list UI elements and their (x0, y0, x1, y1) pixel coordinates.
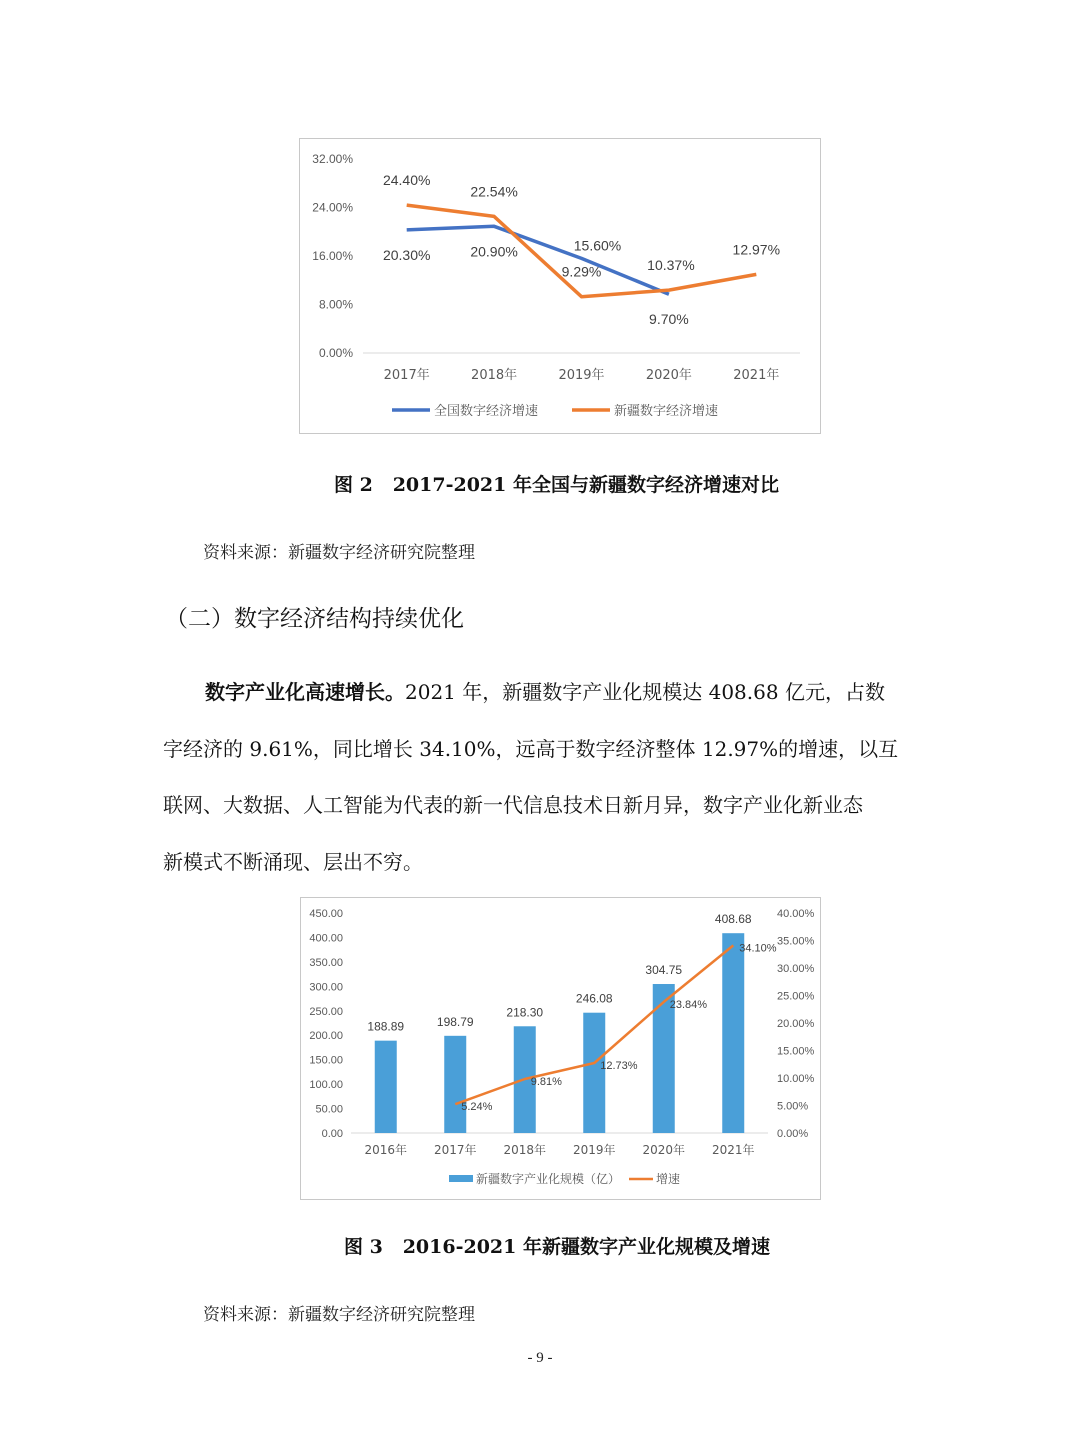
bar (444, 1036, 466, 1133)
y-left-tick-label: 250.00 (309, 1005, 343, 1018)
y-left-tick-label: 50.00 (315, 1103, 343, 1116)
y-left-tick-label: 400.00 (309, 932, 343, 945)
growth-label: 12.73% (600, 1059, 638, 1072)
paragraph-line-1-text: 2021 年，新疆数字产业化规模达 408.68 亿元，占数 (405, 680, 885, 704)
paragraph-line-4: 新模式不断涌现、层出不穷。 (163, 849, 423, 874)
section-heading: （二）数字经济结构持续优化 (165, 606, 464, 632)
data-label: 15.60% (573, 237, 622, 254)
growth-label: 5.24% (461, 1101, 493, 1114)
bar-line-chart-svg (301, 898, 820, 1199)
bar (375, 1041, 397, 1133)
y-left-tick-label: 450.00 (309, 908, 343, 920)
data-label: 20.30% (382, 246, 431, 263)
legend-label: 增速 (656, 1172, 681, 1186)
data-label: 20.90% (470, 243, 518, 260)
legend-label: 新疆数字产业化规模（亿） (476, 1172, 621, 1186)
y-left-tick-label: 300.00 (309, 981, 343, 994)
bar (722, 933, 744, 1133)
page-number: - 9 - (527, 1350, 553, 1366)
x-tick-label: 2017年 (383, 368, 430, 383)
paragraph-line-2: 字经济的 9.61%，同比增长 34.10%，远高于数字经济整体 12.97%的增速，以互 (163, 736, 899, 761)
x-tick-label: 2020年 (645, 368, 692, 383)
bar-value-label: 246.08 (575, 991, 613, 1006)
x-tick-label: 2018年 (503, 1143, 547, 1157)
figure-3-title: 2016-2021 年新疆数字产业化规模及增速 (402, 1236, 770, 1258)
bar-value-label: 198.79 (436, 1014, 474, 1029)
y-right-tick-label: 10.00% (777, 1073, 815, 1085)
y-left-tick-label: 350.00 (309, 956, 343, 969)
y-left-tick-label: 100.00 (309, 1079, 343, 1092)
bar-value-label: 408.68 (714, 912, 752, 927)
y-tick-label: 16.00% (312, 249, 353, 263)
figure-2-caption (334, 470, 779, 497)
y-left-tick-label: 200.00 (309, 1030, 343, 1043)
y-tick-label: 32.00% (312, 152, 353, 166)
body-paragraph (163, 664, 923, 890)
figure-3-source: 资料来源：新疆数字经济研究院整理 (203, 1305, 475, 1325)
series-line (407, 226, 669, 294)
y-left-tick-label: 0.00 (321, 1128, 343, 1140)
chart-industrialization-scale (300, 897, 821, 1200)
y-right-tick-label: 35.00% (777, 935, 815, 948)
y-right-tick-label: 15.00% (777, 1045, 815, 1058)
data-label: 9.70% (649, 311, 689, 328)
y-tick-label: 24.00% (312, 200, 353, 215)
bar (583, 1013, 605, 1133)
figure-3-number: 图 3 (344, 1236, 383, 1258)
growth-label: 9.81% (530, 1076, 562, 1089)
x-tick-label: 2021年 (733, 368, 780, 383)
paragraph-line-1 (163, 664, 923, 721)
data-label: 24.40% (382, 172, 431, 189)
growth-label: 34.10% (739, 942, 777, 955)
legend-label: 新疆数字经济增速 (614, 404, 719, 419)
x-tick-label: 2016年 (364, 1143, 408, 1157)
x-tick-label: 2018年 (471, 368, 518, 383)
data-label: 12.97% (732, 241, 781, 258)
figure-2-title: 2017-2021 年全国与新疆数字经济增速对比 (392, 474, 779, 496)
chart-growth-comparison (299, 138, 821, 434)
y-right-tick-label: 5.00% (777, 1100, 809, 1113)
paragraph-bold-lead: 数字产业化高速增长。 (205, 680, 405, 704)
legend-swatch (449, 1175, 473, 1182)
y-right-tick-label: 30.00% (777, 963, 815, 975)
y-left-tick-label: 150.00 (309, 1054, 343, 1067)
x-tick-label: 2021年 (711, 1143, 755, 1157)
bar-value-label: 188.89 (367, 1019, 405, 1034)
y-right-tick-label: 25.00% (777, 990, 815, 1003)
bar-value-label: 218.30 (506, 1005, 544, 1020)
paragraph-line-3: 联网、大数据、人工智能为代表的新一代信息技术日新月异，数字产业化新业态 (163, 793, 863, 817)
data-label: 22.54% (470, 183, 518, 200)
x-tick-label: 2019年 (558, 368, 605, 383)
x-tick-label: 2019年 (572, 1143, 616, 1157)
x-tick-label: 2017年 (433, 1143, 477, 1157)
y-tick-label: 8.00% (318, 297, 353, 312)
bar-value-label: 304.75 (645, 963, 683, 978)
x-tick-label: 2020年 (642, 1143, 686, 1157)
figure-2-source: 资料来源：新疆数字经济研究院整理 (203, 543, 475, 563)
y-right-tick-label: 20.00% (777, 1018, 815, 1030)
legend-label: 全国数字经济增速 (434, 404, 539, 419)
line-chart-svg (300, 139, 820, 433)
y-tick-label: 0.00% (318, 346, 353, 360)
figure-2-number: 图 2 (334, 474, 373, 496)
data-label: 10.37% (647, 257, 695, 274)
data-label: 9.29% (561, 263, 602, 280)
y-right-tick-label: 40.00% (777, 908, 815, 920)
y-right-tick-label: 0.00% (777, 1128, 809, 1140)
figure-3-caption (344, 1232, 770, 1259)
growth-label: 23.84% (669, 998, 708, 1011)
